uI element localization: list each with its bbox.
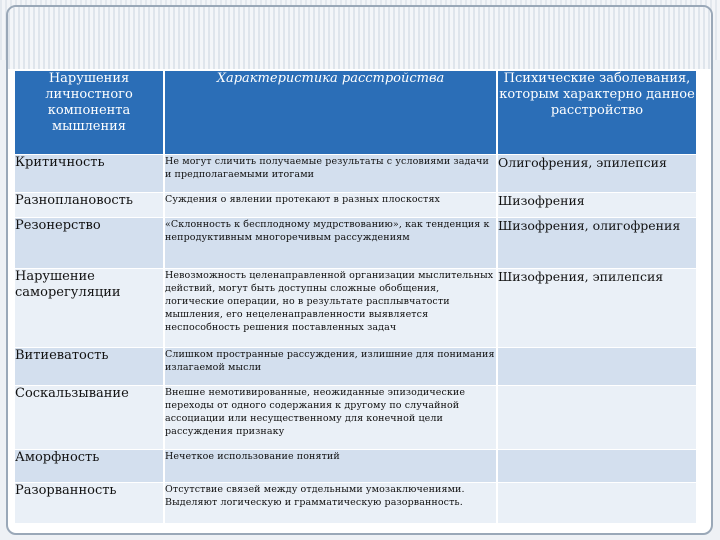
table-row — [15, 483, 696, 523]
disorder-description: Не могут сличить получаемые результаты с условиями задачи и предполагаемыми итогами — [164, 155, 497, 193]
disorder-diseases — [497, 348, 696, 386]
table-row — [15, 450, 696, 483]
disorder-diseases — [497, 483, 696, 523]
table-header-row — [15, 71, 696, 155]
disorder-description: Отсутствие связей между отдельными умозаключениями. Выделяют логическую и грамматическую разорванность. — [164, 483, 497, 523]
disorder-name: Разорванность — [15, 483, 164, 523]
disorder-description: Внешне немотивированные, неожиданные эпизодические переходы от одного содержания к другому по случайной ассоциации или несущественному для конечной цели рассуждения признаку — [164, 386, 497, 450]
table-row — [15, 348, 696, 386]
disorder-name: Разноплановость — [15, 193, 164, 218]
disorder-name: Критичность — [15, 155, 164, 193]
disorder-diseases: Шизофрения, олигофрения — [497, 218, 696, 269]
disorder-name: Витиеватость — [15, 348, 164, 386]
table-row — [15, 269, 696, 348]
disorder-name: Нарушение саморегуляции — [15, 269, 164, 348]
disorder-description: Нечеткое использование понятий — [164, 450, 497, 483]
header-cell-disorders: Нарушения личностного компонента мышления — [15, 71, 164, 155]
disorder-name: Аморфность — [15, 450, 164, 483]
disorder-description: Слишком пространные рассуждения, излишние для понимания излагаемой мысли — [164, 348, 497, 386]
disorder-diseases — [497, 450, 696, 483]
disorder-name: Соскальзывание — [15, 386, 164, 450]
disorder-description: «Склонность к бесплодному мудрствованию», как тенденция к непродуктивным многоречивым рассуждениям — [164, 218, 497, 269]
disorder-diseases: Олигофрения, эпилепсия — [497, 155, 696, 193]
disorder-diseases: Шизофрения, эпилепсия — [497, 269, 696, 348]
disorder-diseases: Шизофрения — [497, 193, 696, 218]
table-row — [15, 193, 696, 218]
header-cell-characteristics: Характеристика расстройства — [164, 71, 497, 155]
frame-stripes — [8, 7, 711, 69]
disorder-diseases — [497, 386, 696, 450]
disorders-table — [15, 71, 696, 523]
table-row — [15, 386, 696, 450]
table-row — [15, 218, 696, 269]
disorder-name: Резонерство — [15, 218, 164, 269]
disorder-description: Суждения о явлении протекают в разных плоскостях — [164, 193, 497, 218]
table-row — [15, 155, 696, 193]
header-cell-diseases: Психические заболевания, которым характерно данное расстройство — [497, 71, 696, 155]
disorder-description: Невозможность целенаправленной организации мыслительных действий, могут быть доступны сложные обобщения, логические операции, но в результате расплывчатости мышления, его нецеленаправленности выявляется неспособность решения поставленных задач — [164, 269, 497, 348]
